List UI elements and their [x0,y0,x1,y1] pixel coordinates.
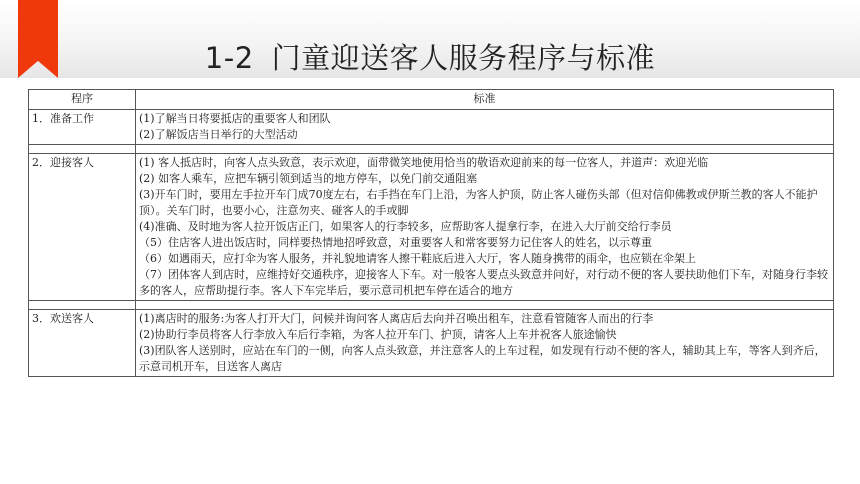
step-cell: 1．准备工作 [29,110,136,145]
table-row [29,310,834,377]
header-standard: 标准 [136,90,834,110]
standard-line: (1)了解当日将要抵店的重要客人和团队 [139,112,331,125]
standard-line: (2) 如客人乘车，应把车辆引领到适当的地方停车，以免门前交通阻塞 [139,172,478,185]
row-gap [29,301,834,310]
standard-cell [136,310,834,377]
standard-line: (2)了解饭店当日举行的大型活动 [139,128,298,141]
table-row [29,110,834,145]
standard-line: (2)协助行李员将客人行李放入车后行李箱，为客人拉开车门、护顶，请客人上车并祝客人旅途愉快 [139,328,617,341]
title-number: 1-2 [204,41,254,75]
standard-line: (4)准确、及时地为客人拉开饭店正门，如果客人的行李较多，应帮助客人提拿行李，在进入大厅前交给行李员 [139,220,672,233]
page-title [0,36,860,77]
header-step: 程序 [29,90,136,110]
title-text: 门童迎送客人服务程序与标准 [271,41,656,75]
standard-line: (3)开车门时，要用左手拉开车门成70度左右，右手挡在车门上沿，为客人护顶，防止客人碰伤头部（但对信仰佛教或伊斯兰教的客人不能护顶）。关车门时，也要小心，注意勿夹、碰客人的手或脚 [139,188,818,217]
standard-line: （7）团体客人到店时，应维持好交通秩序，迎接客人下车。对一般客人要点头致意并问好，对行动不便的客人要扶助他们下车，对随身行李较多的客人，应帮助提行李。客人下车完毕后，要示意司机把车停在适合的地方 [139,268,828,297]
row-gap [29,145,834,154]
standards-table [28,89,834,377]
table-row [29,154,834,301]
standard-line: （6）如遇雨天，应打伞为客人服务，并礼貌地请客人擦干鞋底后进入大厅，客人随身携带的雨伞，也应锁在伞架上 [139,252,696,265]
standard-line: (1)离店时的服务:为客人打开大门，问候并询问客人离店后去向并召唤出租车，注意看管随客人而出的行李 [139,312,654,325]
table-header-row [29,90,834,110]
standard-line: (3)团队客人送别时，应站在车门的一侧，向客人点头致意，并注意客人的上车过程，如发现有行动不便的客人，辅助其上车，等客人到齐后，示意司机开车，目送客人离店 [139,344,826,373]
standard-cell [136,110,834,145]
step-cell: 3．欢送客人 [29,310,136,377]
standard-line: (1) 客人抵店时，向客人点头致意，表示欢迎，面带微笑地使用恰当的敬语欢迎前来的每一位客人，并道声：欢迎光临 [139,156,709,169]
step-cell: 2．迎接客人 [29,154,136,301]
standard-cell [136,154,834,301]
standard-line: （5）住店客人进出饭店时，同样要热情地招呼致意，对重要客人和常客要努力记住客人的姓名，以示尊重 [139,236,652,249]
